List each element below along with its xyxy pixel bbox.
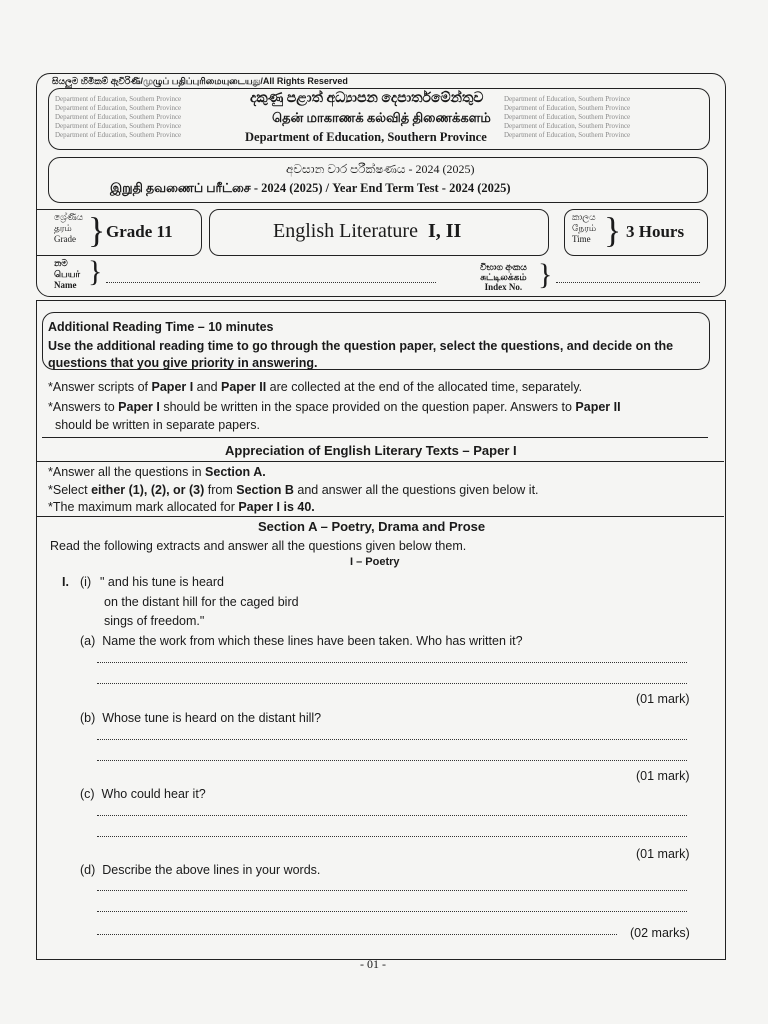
answer-line[interactable] — [97, 890, 687, 891]
mark-c: (01 mark) — [636, 847, 690, 861]
question-a: (a) Name the work from which these lines have been taken. Who has written it? — [80, 634, 523, 648]
dept-tamil: தென் மாகாணக் கல்வித் திணைக்களம் — [272, 110, 491, 125]
question-part: (i) — [80, 575, 92, 589]
poetry-subheading: I – Poetry — [350, 556, 400, 568]
index-labels: විභාග අංකය சுட்டிலக்கம் Index No. — [480, 262, 527, 292]
extract-line: " and his tune is heard — [100, 575, 224, 589]
paper1-rule-3: *The maximum mark allocated for Paper I is 40. — [48, 500, 315, 514]
paper1-rule-2: *Select either (1), (2), or (3) from Section B and answer all the questions given below it. — [48, 483, 539, 497]
divider — [36, 516, 724, 517]
exam-title: இறுதி தவணைப் பரீட்சை - 2024 (2025) / Year End Term Test - 2024 (2025) — [110, 181, 511, 195]
answer-line[interactable] — [97, 815, 687, 816]
time-brace: } — [604, 210, 622, 250]
reading-time-text: Use the additional reading time to go through the question paper, select the questions, and decide on the questions that you give priority in answering. — [48, 339, 674, 370]
mark-d: (02 marks) — [630, 926, 690, 940]
page-number: - 01 - — [360, 957, 386, 971]
answer-line[interactable] — [97, 934, 617, 935]
watermark-left: Department of Education, Southern Province Department of Education, Southern Province Department of Education, Southern Province Department of Education, Southern Province Department of Education, Southern Province — [55, 95, 182, 139]
question-number: I. — [62, 575, 69, 589]
time-value: 3 Hours — [626, 222, 685, 241]
time-labels: කාලය நேரம் Time — [572, 212, 597, 244]
answer-line[interactable] — [97, 760, 687, 761]
extract-line: on the distant hill for the caged bird — [104, 595, 299, 609]
question-d: (d) Describe the above lines in your words. — [80, 863, 321, 877]
index-brace: } — [538, 258, 553, 291]
answer-line[interactable] — [97, 911, 687, 912]
divider — [42, 437, 708, 438]
grade-brace: } — [88, 210, 106, 250]
answer-line[interactable] — [97, 662, 687, 663]
extract-line: sings of freedom." — [104, 614, 205, 628]
answer-line[interactable] — [97, 836, 687, 837]
section-a-intro: Read the following extracts and answer all the questions given below them. — [50, 539, 467, 553]
name-labels: නම பெயர் Name — [54, 258, 81, 290]
dept-sinhala: දකුණු පළාත් අධ්‍යාපන දෙපාර්තමේන්තුව — [250, 91, 484, 106]
question-c: (c) Who could hear it? — [80, 787, 206, 801]
grade-value: Grade 11 — [106, 222, 173, 241]
name-field[interactable] — [106, 282, 436, 283]
answer-line[interactable] — [97, 739, 687, 740]
mark-a: (01 mark) — [636, 692, 690, 706]
grade-labels: ශ්‍රේණිය தரம் Grade — [54, 212, 84, 244]
exam-title-sinhala: අවසාන වාර පරීක්ෂණය - 2024 (2025) — [286, 162, 475, 176]
question-b: (b) Whose tune is heard on the distant hill? — [80, 711, 322, 725]
index-field[interactable] — [556, 282, 700, 283]
rights-reserved: සියලුම හිමිකම් ඇවිරිණි/முழுப் பதிப்புரிமையுடையது/All Rights Reserved — [52, 76, 348, 86]
answer-line[interactable] — [97, 683, 687, 684]
name-brace: } — [88, 255, 103, 288]
divider — [36, 461, 724, 462]
watermark-right: Department of Education, Southern Province Department of Education, Southern Province Department of Education, Southern Province Department of Education, Southern Province Department of Education, Southern Province — [504, 95, 631, 139]
note-paper-collection: *Answer scripts of Paper I and Paper II are collected at the end of the allocated time, separately. — [48, 380, 583, 394]
paper1-heading: Appreciation of English Literary Texts – Paper I — [225, 443, 517, 458]
section-a-title: Section A – Poetry, Drama and Prose — [258, 519, 486, 534]
reading-time-title: Additional Reading Time – 10 minutes — [48, 320, 274, 334]
paper1-rule-1: *Answer all the questions in Section A. — [48, 465, 266, 479]
note-answer-location: *Answers to Paper I should be written in the space provided on the question paper. Answers to Paper II should be written in separate papers. — [48, 400, 621, 432]
subject-title: English Literature I, II — [273, 220, 462, 242]
dept-english: Department of Education, Southern Province — [245, 130, 487, 144]
mark-b: (01 mark) — [636, 769, 690, 783]
